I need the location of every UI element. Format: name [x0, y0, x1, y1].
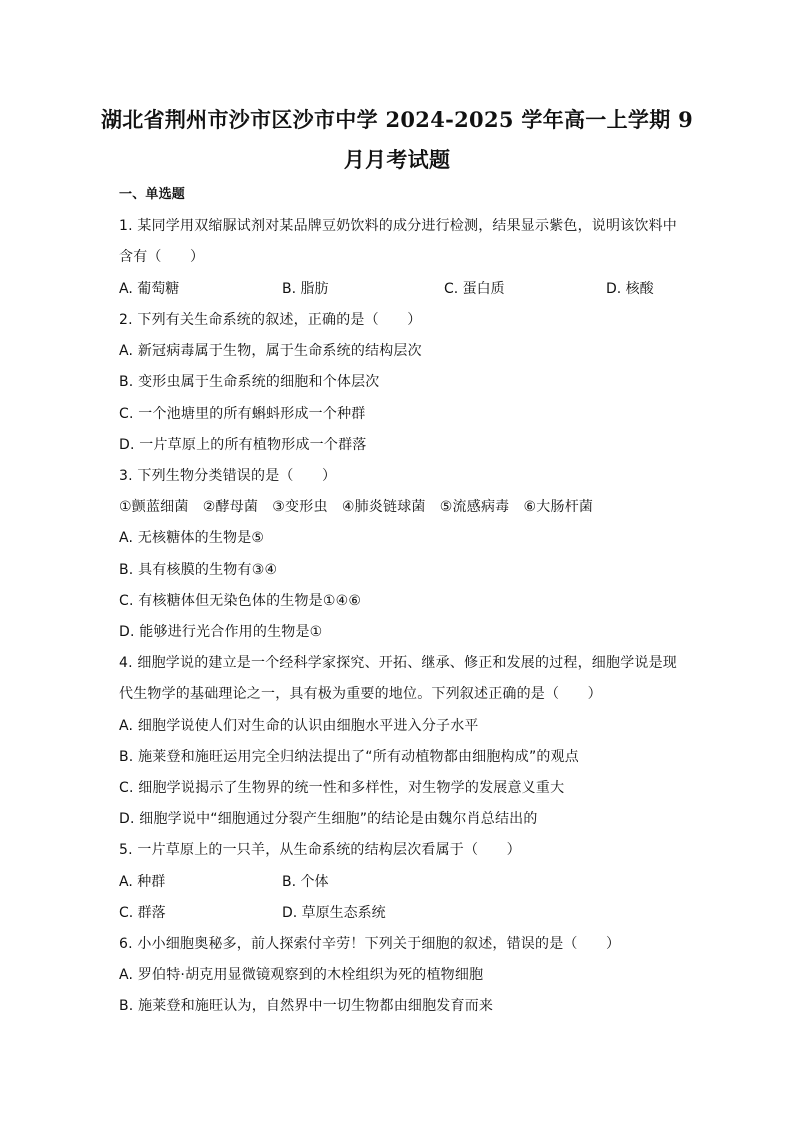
q4-option-d: D. 细胞学说中“细胞通过分裂产生细胞”的结论是由魏尔肖总结出的	[119, 811, 538, 827]
q3-option-c: C. 有核糖体但无染色体的生物是①④⑥	[119, 593, 362, 609]
q5-stem: 5. 一片草原上的一只羊，从生命系统的结构层次看属于（ ）	[119, 842, 521, 858]
q2-option-b: B. 变形虫属于生命系统的细胞和个体层次	[119, 374, 380, 390]
q1-stem-line2: 含有（ ）	[119, 249, 205, 265]
q1-option-c: C. 蛋白质	[444, 281, 505, 297]
q2-stem: 2. 下列有关生命系统的叙述，正确的是（ ）	[119, 312, 422, 328]
section-heading-single-choice: 一、单选题	[119, 187, 186, 202]
q3-organism-list: ①颤蓝细菌 ②酵母菌 ③变形虫 ④肺炎链球菌 ⑤流感病毒 ⑥大肠杆菌	[119, 499, 594, 515]
q5-option-c: C. 群落	[119, 905, 166, 921]
q5-option-b: B. 个体	[282, 874, 329, 890]
q1-option-b: B. 脂肪	[282, 281, 329, 297]
q4-option-b: B. 施莱登和施旺运用完全归纳法提出了“所有动植物都由细胞构成”的观点	[119, 749, 580, 765]
q4-option-c: C. 细胞学说揭示了生物界的统一性和多样性，对生物学的发展意义重大	[119, 780, 565, 796]
q5-option-a: A. 种群	[119, 874, 166, 890]
q2-option-a: A. 新冠病毒属于生物，属于生命系统的结构层次	[119, 343, 422, 359]
q6-option-a: A. 罗伯特·胡克用显微镜观察到的木栓组织为死的植物细胞	[119, 967, 484, 983]
q5-option-d: D. 草原生态系统	[282, 905, 386, 921]
q4-stem-line1: 4. 细胞学说的建立是一个经科学家探究、开拓、继承、修正和发展的过程，细胞学说是现	[119, 655, 678, 671]
q6-option-b: B. 施莱登和施旺认为，自然界中一切生物都由细胞发育而来	[119, 998, 494, 1014]
q2-option-c: C. 一个池塘里的所有蝌蚪形成一个种群	[119, 406, 366, 422]
q3-option-d: D. 能够进行光合作用的生物是①	[119, 624, 323, 640]
q1-option-d: D. 核酸	[606, 281, 654, 297]
q4-option-a: A. 细胞学说使人们对生命的认识由细胞水平进入分子水平	[119, 718, 479, 734]
exam-title-line1: 湖北省荆州市沙市区沙市中学 2024-2025 学年高一上学期 9	[100, 107, 694, 132]
q6-stem: 6. 小小细胞奥秘多，前人探索付辛劳！下列关于细胞的叙述，错误的是（ ）	[119, 936, 621, 952]
exam-title-line2: 月月考试题	[343, 147, 451, 172]
q4-stem-line2: 代生物学的基础理论之一，具有极为重要的地位。下列叙述正确的是（ ）	[119, 686, 602, 702]
q3-option-b: B. 具有核膜的生物有③④	[119, 562, 278, 578]
q1-stem-line1: 1. 某同学用双缩脲试剂对某品牌豆奶饮料的成分进行检测，结果显示紫色，说明该饮料中	[119, 218, 678, 234]
q3-stem: 3. 下列生物分类错误的是（ ）	[119, 468, 337, 484]
q3-option-a: A. 无核糖体的生物是⑤	[119, 530, 265, 546]
q1-option-a: A. 葡萄糖	[119, 281, 180, 297]
q2-option-d: D. 一片草原上的所有植物形成一个群落	[119, 437, 367, 453]
